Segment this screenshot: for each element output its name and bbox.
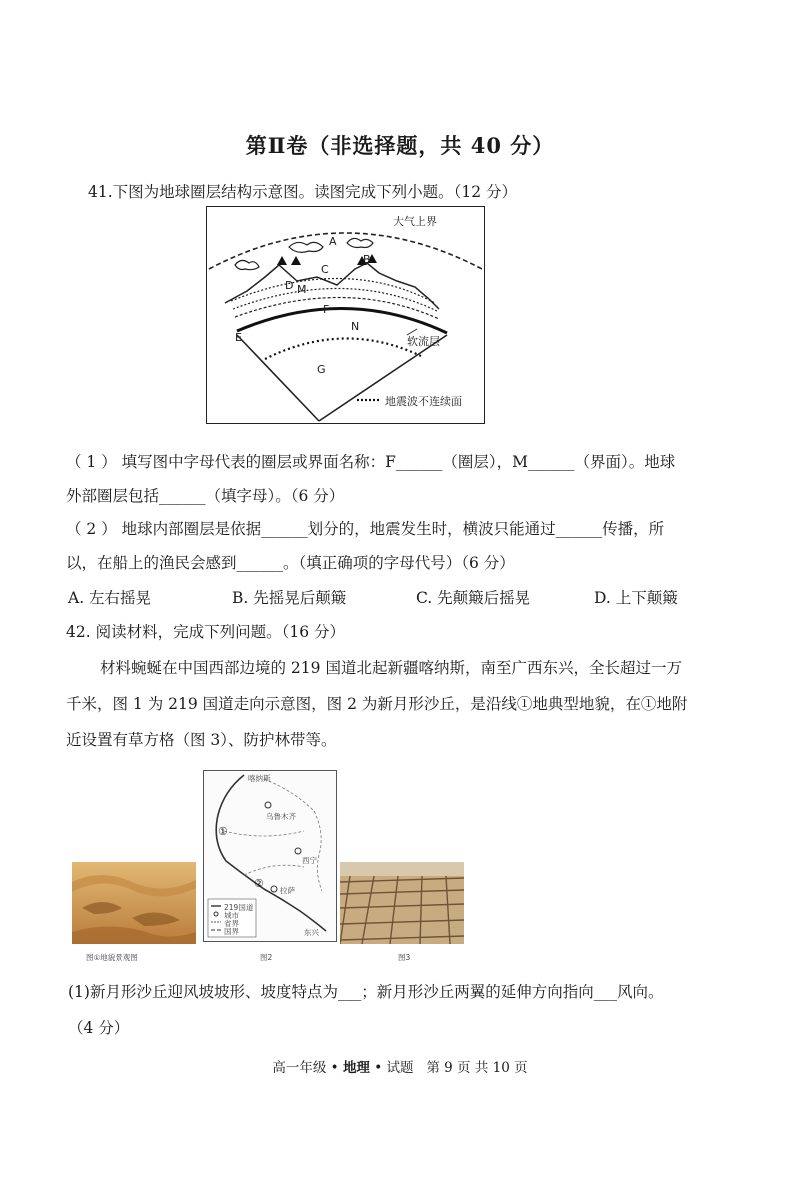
city-marker: [271, 886, 277, 892]
label-atmosphere-top: 大气上界: [393, 215, 437, 228]
map-legend-city: 城市: [224, 911, 239, 920]
dune-landscape-photo: [72, 862, 196, 944]
footer-page-number: 第 9 页 共 10 页: [426, 1060, 528, 1076]
map-label-urumqi: 乌鲁木齐: [266, 812, 296, 821]
section-title: 第Ⅱ卷（非选择题，共 40 分）: [245, 133, 555, 158]
option-c: C. 先颠簸后摇晃: [416, 589, 531, 607]
province-border: [224, 831, 304, 836]
label-C: C: [321, 263, 329, 276]
q41-sub1-line1: （ 1 ） 填写图中字母代表的圈层或界面名称：F______（圈层），M______（界面）。地球: [66, 453, 676, 471]
city-marker: [295, 848, 301, 854]
map-marker-1: ①: [218, 825, 228, 838]
tree-icon: [277, 256, 287, 265]
q42-material-line1: 材料蜿蜒在中国西部边境的 219 国道北起新疆喀纳斯，南至广西东兴，全长超过一万: [100, 659, 682, 677]
cloud-shape: [235, 260, 259, 269]
q42-material-line2: 千米，图 1 为 219 国道走向示意图，图 2 为新月形沙丘，是沿线①地典型地貌，在①地附: [66, 695, 688, 713]
earth-layers-figure: [206, 206, 485, 424]
sector-left-edge: [237, 335, 319, 421]
map-legend-province: 省界: [224, 919, 239, 928]
straw-grid-graphic: [340, 862, 464, 944]
map-label-dongxing: 东兴: [304, 928, 319, 937]
crust-surface-line: [225, 263, 439, 309]
option-a: A. 左右摇晃: [68, 589, 152, 607]
cloud-shape: [289, 242, 323, 252]
label-G: G: [317, 363, 326, 376]
footer-dot: •: [374, 1060, 383, 1076]
footer-subject: 地理: [342, 1060, 370, 1076]
footer-grade: 高一年级: [272, 1060, 327, 1076]
caption-fig2: 图2: [260, 953, 273, 962]
map-label-xining: 西宁: [302, 856, 317, 865]
map-legend-route: 219国道: [224, 903, 254, 912]
straw-checkerboard-photo: [340, 862, 464, 944]
q41-sub1-line2: 外部圈层包括______（填字母）。（6 分）: [66, 487, 345, 505]
map-label-lhasa: 拉萨: [280, 886, 295, 895]
dune-photo-graphic: [72, 862, 196, 944]
q41-stem: 41.下图为地球圈层结构示意图。读图完成下列小题。（12 分）: [88, 183, 518, 201]
footer-dot: •: [330, 1060, 339, 1076]
map-legend-national: 国界: [224, 927, 239, 936]
label-N: N: [351, 320, 360, 333]
label-F: F: [323, 303, 330, 316]
crust-dotted-band: [231, 278, 435, 303]
q42-material-line3: 近设置有草方格（图 3）、防护林带等。: [66, 731, 337, 749]
q41-sub2-line2: 以，在船上的渔民会感到______。（填正确项的字母代号）（6 分）: [66, 554, 515, 572]
route-219-map: [203, 770, 337, 942]
tree-icon: [291, 256, 301, 265]
cloud-shape: [347, 238, 373, 247]
label-M: M: [297, 283, 307, 296]
moho-boundary-line: [237, 308, 447, 333]
city-marker: [265, 802, 271, 808]
q42-sub1-line2: （4 分）: [68, 1019, 130, 1037]
q41-sub2-line1: （ 2 ） 地球内部圈层是依据______划分的，地震发生时，横波只能通过______传播，所: [66, 520, 665, 538]
page-footer: [0, 1056, 800, 1076]
option-b: B. 先摇晃后颠簸: [232, 589, 347, 607]
q42-stem: 42. 阅读材料，完成下列问题。（16 分）: [66, 623, 345, 641]
caption-fig3: 图3: [398, 953, 411, 962]
map-marker-2: ②: [254, 877, 264, 890]
caption-fig1: 图①地貌景观图: [86, 953, 138, 962]
label-A: A: [329, 235, 337, 248]
label-asthenosphere: 软流层: [407, 335, 440, 348]
q42-sub1-line1: (1)新月形沙丘迎风坡坡形、坡度特点为___；新月形沙丘两翼的延伸方向指向___风向。: [68, 983, 664, 1001]
asthenosphere-dotted-line: [265, 338, 423, 359]
province-border: [244, 865, 304, 875]
footer-paper: 试题: [386, 1060, 414, 1076]
province-border: [264, 779, 322, 891]
label-E: E: [235, 331, 242, 344]
earth-layers-diagram: [207, 207, 484, 423]
option-d: D. 上下颠簸: [594, 589, 678, 607]
label-D: D: [285, 279, 294, 292]
label-B: B: [363, 253, 371, 266]
legend-text: 地震波不连续面: [385, 395, 462, 408]
map-label-kanas: 喀纳斯: [248, 774, 271, 783]
